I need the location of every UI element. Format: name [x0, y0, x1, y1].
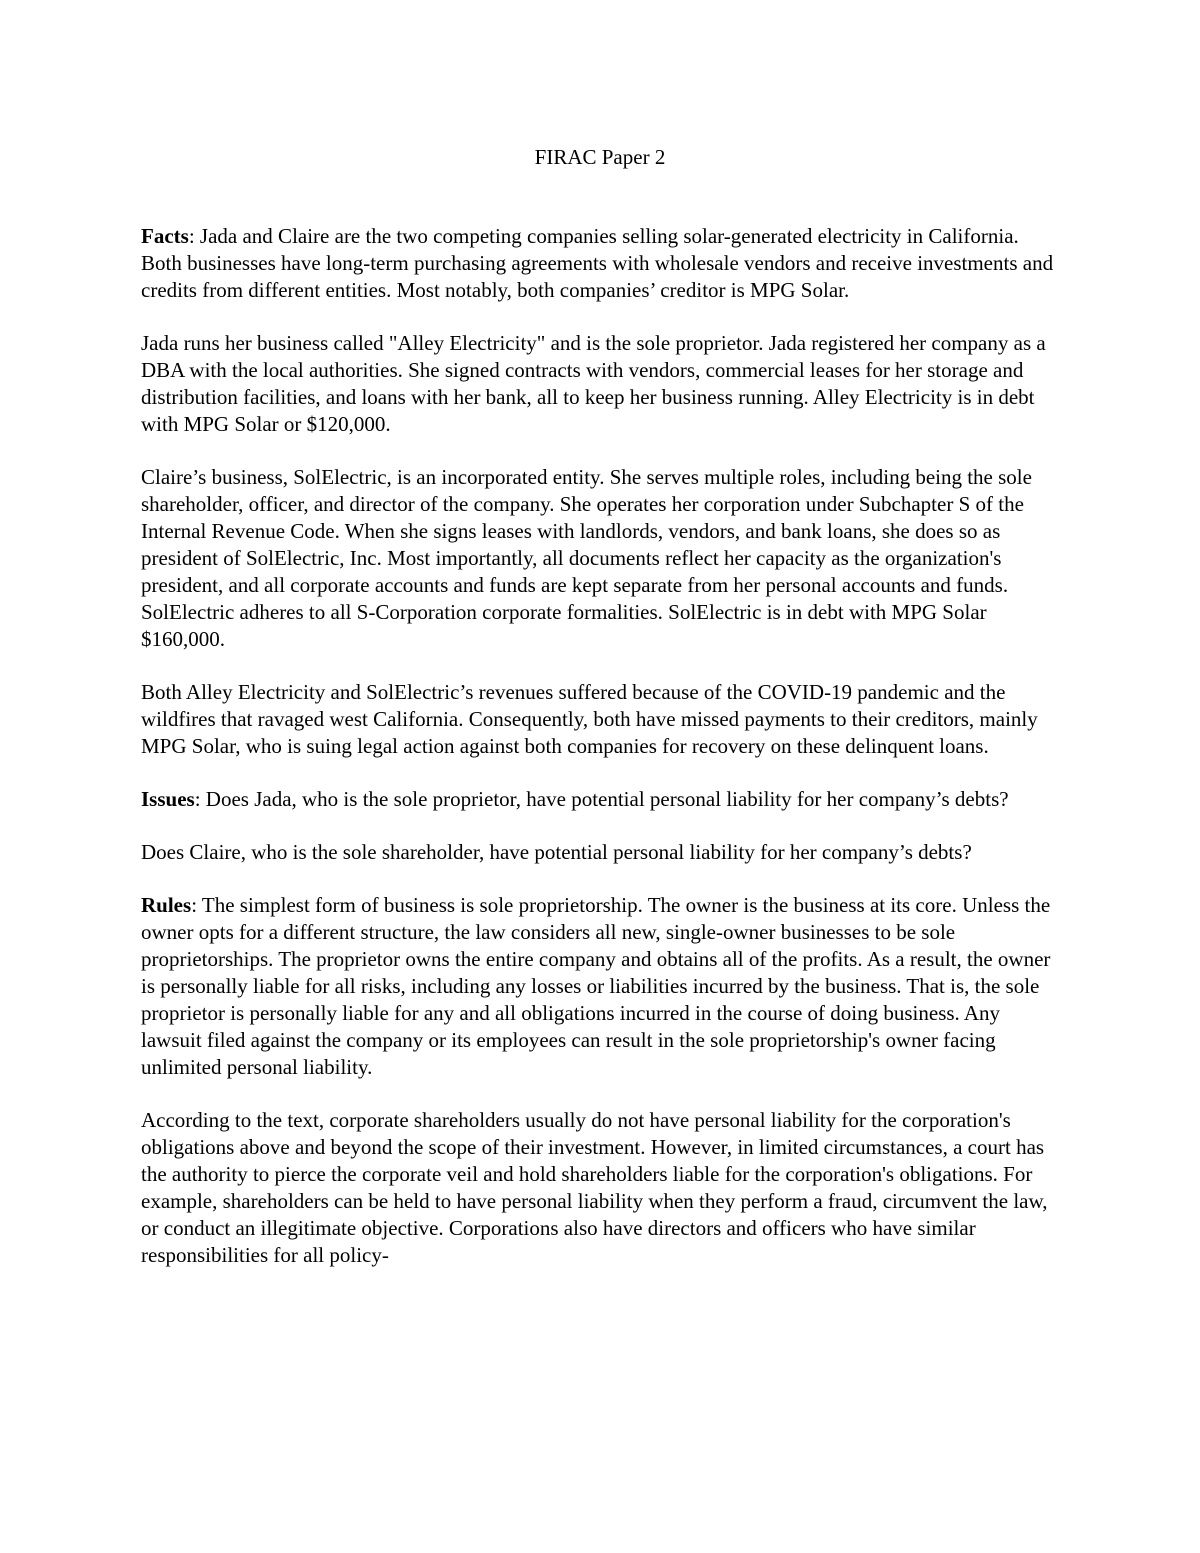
- facts-text: Jada and Claire are the two competing companies selling solar-generated electricity in California. Both businesses have long-term purchasing agreements with wholesale vendors and receive investments and credits from different entities. Most notably, both companies’ creditor is MPG Solar.: [141, 224, 1054, 302]
- facts-covid-paragraph: [141, 679, 1063, 760]
- rules-corporate-text: According to the text, corporate shareholders usually do not have personal liability for the corporation's obligations above and beyond the scope of their investment. However, in limited circumstances, a court has the authority to pierce the corporate veil and hold shareholders liable for the corporation's obligations. For example, shareholders can be held to have personal liability when they perform a fraud, circumvent the law, or conduct an illegitimate objective. Corporations also have directors and officers who have similar responsibilities for all policy-: [141, 1108, 1048, 1267]
- facts-covid-text: Both Alley Electricity and SolElectric’s revenues suffered because of the COVID-19 pandemic and the wildfires that ravaged west California. Consequently, both have missed payments to their creditors, mainly MPG Solar, who is suing legal action against both companies for recovery on these delinquent loans.: [141, 680, 1038, 758]
- document-body: [141, 223, 1063, 1269]
- issues-claire-paragraph: [141, 839, 1063, 866]
- facts-paragraph: [141, 223, 1063, 304]
- facts-heading: Facts: [141, 224, 189, 248]
- rules-heading: Rules: [141, 893, 192, 917]
- issues-paragraph: [141, 786, 1063, 813]
- rules-separator: :: [191, 893, 202, 917]
- facts-claire-text: Claire’s business, SolElectric, is an incorporated entity. She serves multiple roles, including being the sole shareholder, officer, and director of the company. She operates her corporation under Subchapter S of the Internal Revenue Code. When she signs leases with landlords, vendors, and bank loans, she does so as president of SolElectric, Inc. Most importantly, all documents reflect her capacity as the organization's president, and all corporate accounts and funds are kept separate from her personal accounts and funds. SolElectric adheres to all S-Corporation corporate formalities. SolElectric is in debt with MPG Solar $160,000.: [141, 465, 1032, 651]
- facts-jada-text: Jada runs her business called "Alley Electricity" and is the sole proprietor. Jada registered her company as a DBA with the local authorities. She signed contracts with vendors, commercial leases for her storage and distribution facilities, and loans with her bank, all to keep her business running. Alley Electricity is in debt with MPG Solar or $120,000.: [141, 331, 1046, 436]
- rules-corporate-paragraph: [141, 1107, 1063, 1269]
- document-title: FIRAC Paper 2: [534, 145, 666, 169]
- facts-claire-paragraph: [141, 464, 1063, 653]
- issues-heading: Issues: [141, 787, 195, 811]
- issues-separator: :: [194, 787, 206, 811]
- facts-separator: :: [188, 224, 200, 248]
- issues-claire-text: Does Claire, who is the sole shareholder, have potential personal liability for her company’s debts?: [141, 840, 972, 864]
- issues-jada-text: Does Jada, who is the sole proprietor, have potential personal liability for her company’s debts?: [205, 787, 1009, 811]
- facts-jada-paragraph: [141, 330, 1063, 438]
- rules-paragraph: [141, 892, 1063, 1081]
- rules-text: The simplest form of business is sole proprietorship. The owner is the business at its core. Unless the owner opts for a different structure, the law considers all new, single-owner businesses to be sole proprietorships. The proprietor owns the entire company and obtains all of the profits. As a result, the owner is personally liable for all risks, including any losses or liabilities incurred by the business. That is, the sole proprietor is personally liable for any and all obligations incurred in the course of doing business. Any lawsuit filed against the company or its employees can result in the sole proprietorship's owner facing unlimited personal liability.: [141, 893, 1051, 1079]
